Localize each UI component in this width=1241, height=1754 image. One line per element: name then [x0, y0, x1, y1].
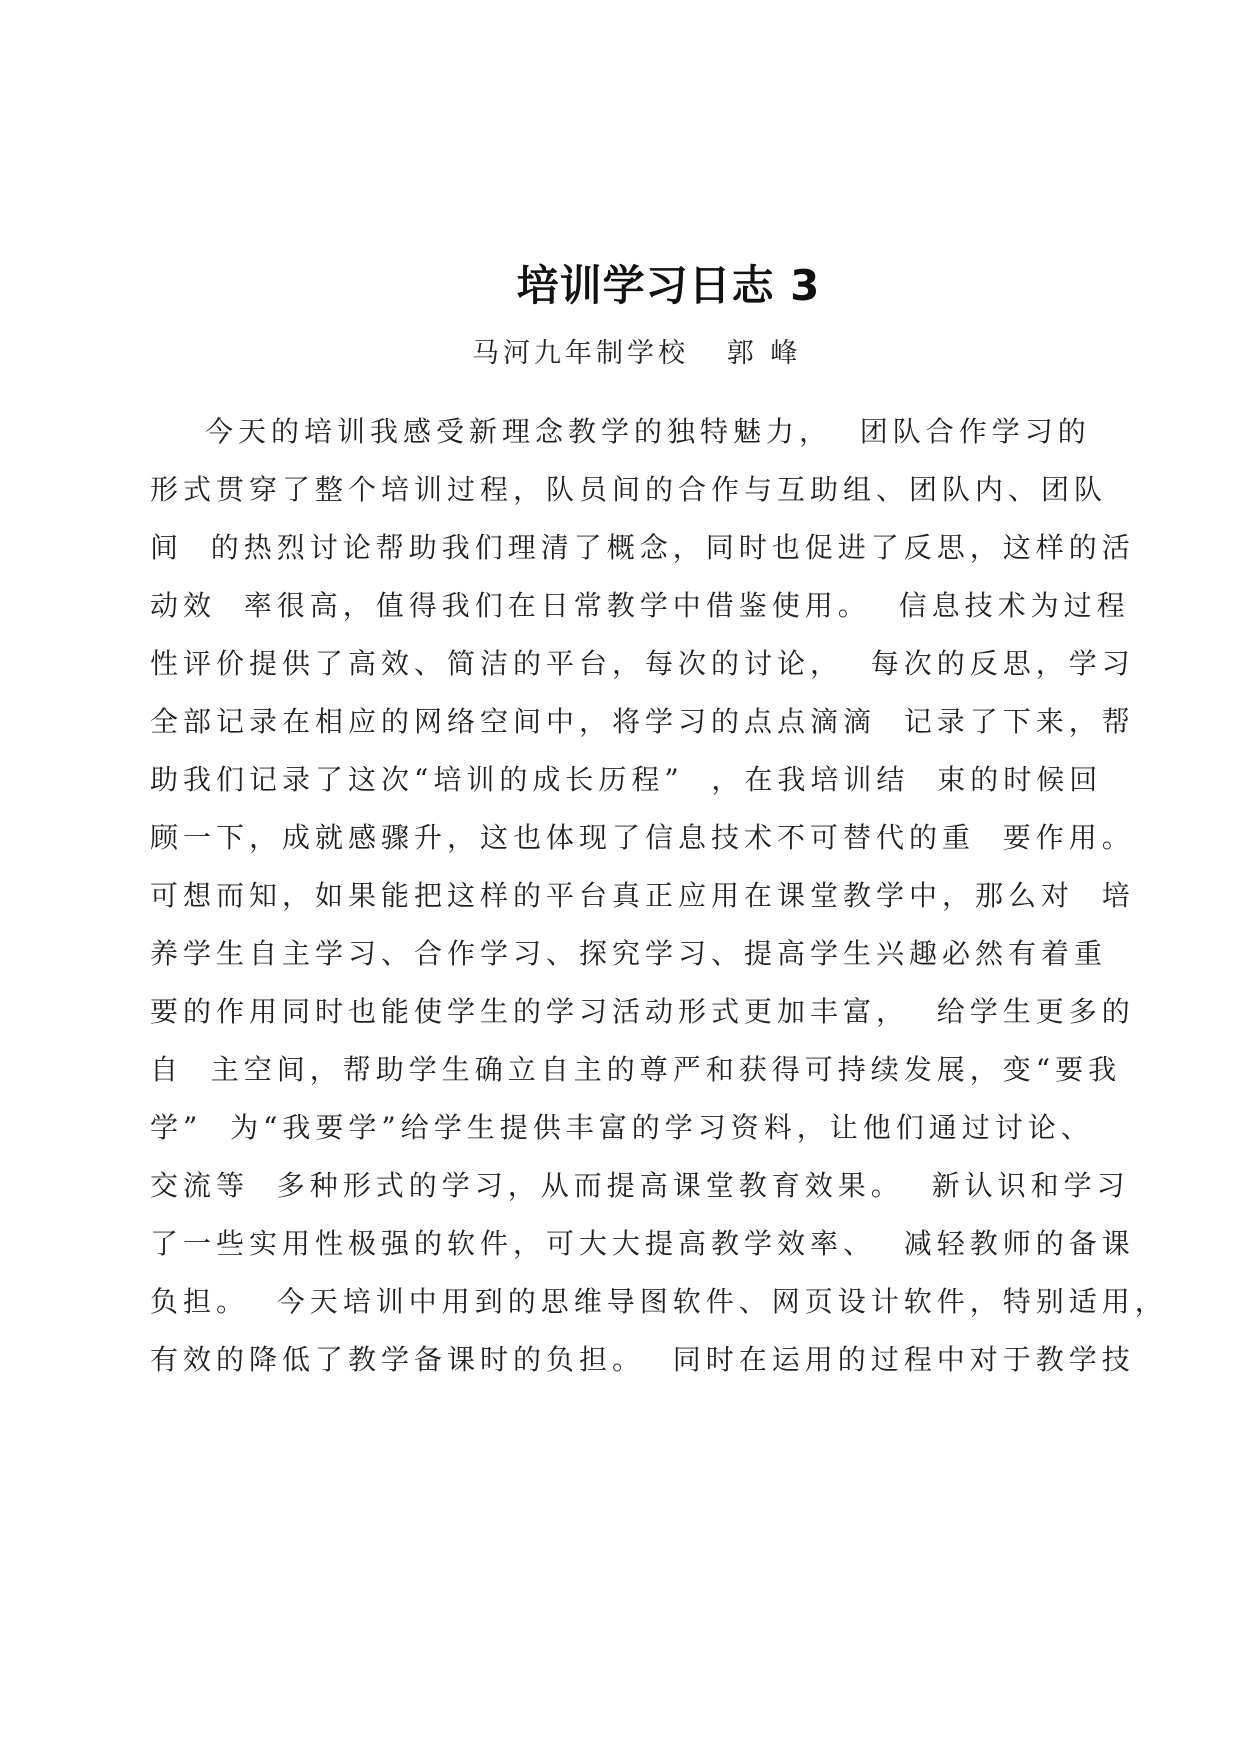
body-line: 形式贯穿了整个培训过程，队员间的合作与互助组、团队内、团队	[150, 473, 1108, 506]
body-line: 间 的热烈讨论帮助我们理清了概念，同时也促进了反思，这样的活	[150, 531, 1135, 564]
body-line: 性评价提供了高效、简洁的平台，每次的讨论， 每次的反思，学习	[150, 647, 1135, 680]
body-line: 养学生自主学习、合作学习、探究学习、提高学生兴趣必然有着重	[150, 937, 1108, 970]
body-line: 了一些实用性极强的软件，可大大提高教学效率、 减轻教师的备课	[150, 1227, 1135, 1260]
author-byline: 马河九年制学校 郭 峰	[472, 338, 802, 369]
body-line: 自 主空间，帮助学生确立自主的尊严和获得可持续发展，变“要我	[150, 1053, 1122, 1086]
body-line: 有效的降低了教学备课时的负担。 同时在运用的过程中对于教学技	[150, 1343, 1135, 1376]
body-line: 负担。 今天培训中用到的思维导图软件、网页设计软件，特别适用，	[150, 1285, 1168, 1318]
body-line: 全部记录在相应的网络空间中，将学习的点点滴滴 记录了下来，帮	[150, 705, 1135, 738]
body-line: 交流等 多种形式的学习，从而提高课堂教育效果。 新认识和学习	[150, 1169, 1130, 1202]
body-line: 学” 为“我要学”给学生提供丰富的学习资料，让他们通过讨论、	[150, 1111, 1094, 1144]
body-line: 动效 率很高，值得我们在日常教学中借鉴使用。 信息技术为过程	[150, 589, 1130, 622]
body-line: 可想而知，如果能把这样的平台真正应用在课堂教学中，那么对 培	[150, 879, 1135, 912]
document-title: 培训学习日志 3	[516, 261, 821, 310]
body-line: 今天的培训我感受新理念教学的独特魅力， 团队合作学习的	[205, 415, 1091, 448]
body-line: 助我们记录了这次“培训的成长历程” ，在我培训结 束的时候回	[150, 763, 1103, 796]
body-line: 顾一下，成就感骤升，这也体现了信息技术不可替代的重 要作用。	[150, 821, 1135, 854]
body-line: 要的作用同时也能使学生的学习活动形式更加丰富， 给学生更多的	[150, 995, 1135, 1028]
